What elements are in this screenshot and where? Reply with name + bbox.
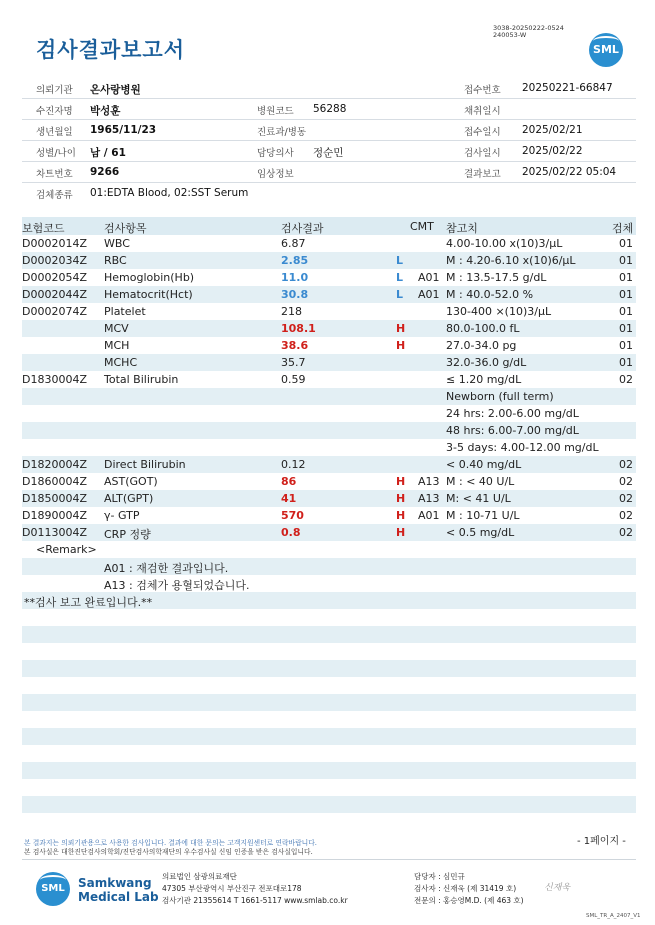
- info-row-specimen: [22, 183, 636, 204]
- cell-ref: 24 hrs: 2.00-6.00 mg/dL: [446, 407, 579, 420]
- blank-row: [22, 694, 636, 711]
- table-row: [22, 507, 636, 524]
- results-table-body: [22, 235, 636, 541]
- report-title: 검사결과보고서: [36, 38, 186, 62]
- cell-flag: H: [396, 475, 406, 488]
- cell-code: D1820004Z: [22, 458, 87, 471]
- patient-info: [22, 78, 636, 204]
- cell-ref: < 0.5 mg/dL: [446, 526, 515, 539]
- cell-result: 218: [281, 305, 302, 318]
- institution-value: 온사랑병원: [90, 84, 141, 96]
- blank-row: [22, 711, 636, 728]
- cell-code: D0002044Z: [22, 288, 87, 301]
- signature: 신재욱: [544, 883, 571, 893]
- cell-specimen: 01: [619, 356, 633, 369]
- cell-ref: M : 10-71 U/L: [446, 509, 520, 522]
- blank-row: [22, 626, 636, 643]
- header-ref: 참고치: [446, 222, 478, 235]
- cell-flag: L: [396, 271, 404, 284]
- table-row: [22, 490, 636, 507]
- table-row: [22, 371, 636, 388]
- birth-label: 생년월일: [36, 127, 73, 138]
- cell-name: Hematocrit(Hct): [104, 288, 193, 301]
- table-row: [22, 388, 636, 405]
- cell-flag: L: [396, 288, 404, 301]
- cell-cmt: A01: [418, 288, 440, 301]
- cell-specimen: 01: [619, 288, 633, 301]
- info-row-patient: [22, 99, 636, 120]
- table-row: [22, 456, 636, 473]
- sml-logo: [589, 33, 623, 67]
- footer-sml-logo: [36, 872, 70, 906]
- report-value: 2025/02/22 05:04: [522, 166, 617, 178]
- address-line1: 의료법인 삼광의료재단: [162, 872, 237, 881]
- cell-specimen: 01: [619, 254, 633, 267]
- address-line3: 검사기관 21355614 T 1661-5117 www.smlab.co.kr: [162, 896, 348, 905]
- info-row-birth: [22, 120, 636, 141]
- blank-rows: [22, 609, 636, 830]
- cell-ref: M : 40.0-52.0 %: [446, 288, 534, 301]
- cell-specimen: 02: [619, 475, 633, 488]
- cell-result: 2.85: [281, 254, 309, 267]
- cell-cmt: A01: [418, 271, 440, 284]
- remark-a01-row: [22, 558, 636, 575]
- cell-result: 11.0: [281, 271, 309, 284]
- info-row-institution: [22, 78, 636, 99]
- cell-ref: 3-5 days: 4.00-12.00 mg/dL: [446, 441, 599, 454]
- table-row: [22, 286, 636, 303]
- table-row: [22, 422, 636, 439]
- cell-result: 86: [281, 475, 297, 488]
- cell-result: 0.12: [281, 458, 306, 471]
- cell-ref: < 0.40 mg/dL: [446, 458, 522, 471]
- cell-code: D1890004Z: [22, 509, 87, 522]
- blank-row: [22, 745, 636, 762]
- cell-result: 6.87: [281, 237, 306, 250]
- remark-a13: A13 : 검체가 용혈되었습니다.: [104, 579, 250, 592]
- cell-specimen: 02: [619, 492, 633, 505]
- header-cmt: CMT: [410, 220, 434, 233]
- table-row: [22, 337, 636, 354]
- cell-flag: H: [396, 492, 406, 505]
- test-date-value: 2025/02/22: [522, 145, 583, 157]
- table-row: [22, 473, 636, 490]
- cell-ref: ≤ 1.20 mg/dL: [446, 373, 522, 386]
- doctor-label: 담당의사: [257, 148, 294, 159]
- institution-label: 의뢰기관: [36, 85, 73, 96]
- cell-flag: H: [396, 509, 406, 522]
- cell-specimen: 02: [619, 373, 633, 386]
- test-date-label: 검사일시: [464, 148, 501, 159]
- header-name: 검사항목: [104, 222, 147, 235]
- cell-code: D1850004Z: [22, 492, 87, 505]
- logo-arc-icon: [593, 36, 619, 46]
- company-name: [78, 876, 159, 904]
- specimen-value: 01:EDTA Blood, 02:SST Serum: [90, 187, 249, 199]
- cell-ref: Newborn (full term): [446, 390, 554, 403]
- cell-code: D1830004Z: [22, 373, 87, 386]
- cell-specimen: 02: [619, 509, 633, 522]
- footer-logo-arc-icon: [40, 875, 66, 885]
- cell-flag: L: [396, 254, 404, 267]
- specimen-label: 검체종류: [36, 190, 73, 201]
- notice-line2: 본 검사실은 대한진단검사의학회/진단검사의학재단의 우수검사실 신임 인증을 받은 검사실입니다.: [24, 848, 313, 856]
- staff-info: [414, 871, 524, 907]
- patient-label: 수진자명: [36, 106, 73, 117]
- cell-result: 30.8: [281, 288, 309, 301]
- cell-result: 0.59: [281, 373, 306, 386]
- cell-code: D0002014Z: [22, 237, 87, 250]
- cell-ref: M : 4.20-6.10 x(10)6/μL: [446, 254, 576, 267]
- cell-name: Direct Bilirubin: [104, 458, 186, 471]
- receipt-date-value: 2025/02/21: [522, 124, 583, 136]
- cell-ref: 32.0-36.0 g/dL: [446, 356, 527, 369]
- table-row: [22, 252, 636, 269]
- remark-a13-row: [22, 575, 636, 592]
- clinical-label: 임상정보: [257, 169, 294, 180]
- blank-row: [22, 677, 636, 694]
- cell-name: Hemoglobin(Hb): [104, 271, 195, 284]
- cell-ref: 80.0-100.0 fL: [446, 322, 520, 335]
- results-table: [22, 217, 636, 830]
- cell-name: Total Bilirubin: [104, 373, 179, 386]
- staff-line3: 전문의 : 홍승영M.D. (제 463 호): [414, 896, 524, 905]
- footer-notice: [24, 839, 317, 857]
- birth-value: 1965/11/23: [90, 124, 157, 136]
- cell-specimen: 02: [619, 458, 633, 471]
- cell-name: WBC: [104, 237, 130, 250]
- table-row: [22, 269, 636, 286]
- footer-logo-text: SML: [41, 883, 65, 894]
- cell-result: 108.1: [281, 322, 316, 335]
- blank-row: [22, 796, 636, 813]
- cell-result: 41: [281, 492, 297, 505]
- cell-code: D0002054Z: [22, 271, 87, 284]
- table-row: [22, 235, 636, 252]
- blank-row: [22, 609, 636, 626]
- cell-cmt: A13: [418, 475, 440, 488]
- cell-cmt: A13: [418, 492, 440, 505]
- staff-line2: 검사자 : 신재욱 (제 31419 호): [414, 884, 517, 893]
- patient-value: 박성훈: [90, 105, 121, 117]
- cell-ref: M : < 40 U/L: [446, 475, 515, 488]
- receipt-no-value: 20250221-66847: [522, 82, 613, 94]
- cell-result: 570: [281, 509, 304, 522]
- remark-label-row: [22, 541, 636, 558]
- company-address: [162, 871, 348, 907]
- header-code: 보험코드: [22, 222, 65, 235]
- cell-specimen: 01: [619, 322, 633, 335]
- form-number: SML_TR_A_2407_V1: [586, 913, 641, 919]
- cell-name: AST(GOT): [104, 475, 158, 488]
- blank-row: [22, 660, 636, 677]
- cell-name: Platelet: [104, 305, 146, 318]
- cell-result: 35.7: [281, 356, 306, 369]
- doctor-value: 정순민: [313, 147, 344, 159]
- cell-specimen: 01: [619, 237, 633, 250]
- blank-row: [22, 779, 636, 796]
- table-row: [22, 524, 636, 541]
- cell-name: RBC: [104, 254, 127, 267]
- cell-ref: 130-400 ×(10)3/μL: [446, 305, 552, 318]
- cell-specimen: 02: [619, 526, 633, 539]
- cell-flag: H: [396, 322, 406, 335]
- company-name-line2: Medical Lab: [78, 890, 159, 904]
- cell-flag: H: [396, 526, 406, 539]
- table-row: [22, 303, 636, 320]
- cell-name: ALT(GPT): [104, 492, 154, 505]
- hospital-code-label: 병원코드: [257, 106, 294, 117]
- results-table-header: [22, 217, 636, 235]
- document-number-line1: 3038-20250222-0524: [493, 24, 564, 32]
- cell-name: MCHC: [104, 356, 138, 369]
- cell-name: γ- GTP: [104, 509, 140, 522]
- cell-code: D0113004Z: [22, 526, 87, 539]
- cell-ref: 4.00-10.00 x(10)3/μL: [446, 237, 563, 250]
- cell-ref: M: < 41 U/L: [446, 492, 511, 505]
- table-row: [22, 320, 636, 337]
- report-complete-row: [22, 592, 636, 609]
- hospital-code-value: 56288: [313, 103, 347, 115]
- blank-row: [22, 643, 636, 660]
- cell-specimen: 01: [619, 271, 633, 284]
- cell-code: D0002034Z: [22, 254, 87, 267]
- cell-code: D0002074Z: [22, 305, 87, 318]
- cell-code: D1860004Z: [22, 475, 87, 488]
- dept-label: 진료과/병동: [257, 127, 307, 138]
- collect-date-label: 채취일시: [464, 106, 501, 117]
- remark-a01: A01 : 재검한 결과입니다.: [104, 562, 229, 575]
- sex-age-label: 성별/나이: [36, 148, 76, 159]
- blank-row: [22, 728, 636, 745]
- footer-divider: [22, 859, 636, 860]
- page-number: - 1페이지 -: [577, 836, 626, 847]
- remark-label: <Remark>: [36, 543, 97, 556]
- cell-specimen: 01: [619, 305, 633, 318]
- header-specimen: 검체: [612, 222, 634, 235]
- cell-ref: M : 13.5-17.5 g/dL: [446, 271, 547, 284]
- table-row: [22, 439, 636, 456]
- cell-ref: 48 hrs: 6.00-7.00 mg/dL: [446, 424, 579, 437]
- cell-result: 38.6: [281, 339, 309, 352]
- report-label: 결과보고: [464, 169, 501, 180]
- cell-cmt: A01: [418, 509, 440, 522]
- cell-flag: H: [396, 339, 406, 352]
- document-number-line2: 240053-W: [493, 31, 527, 39]
- receipt-date-label: 접수일시: [464, 127, 501, 138]
- address-line2: 47305 부산광역시 부산진구 전포대로178: [162, 884, 302, 893]
- blank-row: [22, 813, 636, 830]
- info-row-chart: [22, 162, 636, 183]
- receipt-no-label: 접수번호: [464, 85, 501, 96]
- sex-age-value: 남 / 61: [90, 147, 126, 159]
- report-complete-text: **검사 보고 완료입니다.**: [24, 596, 153, 609]
- cell-name: CRP 정량: [104, 528, 151, 541]
- header-result: 검사결과: [281, 222, 324, 235]
- notice-line1: 본 결과지는 의뢰기관용으로 사용한 검사입니다. 결과에 대한 문의는 고객지원센터로 연락바랍니다.: [24, 839, 317, 847]
- staff-line1: 담당자 : 심민규: [414, 872, 465, 881]
- chart-label: 차트번호: [36, 169, 73, 180]
- logo-text: SML: [593, 43, 619, 56]
- cell-result: 0.8: [281, 526, 301, 539]
- company-name-line1: Samkwang: [78, 876, 152, 890]
- info-row-sex-age: [22, 141, 636, 162]
- table-row: [22, 354, 636, 371]
- table-row: [22, 405, 636, 422]
- chart-value: 9266: [90, 166, 120, 178]
- cell-ref: 27.0-34.0 pg: [446, 339, 517, 352]
- cell-name: MCH: [104, 339, 130, 352]
- cell-specimen: 01: [619, 339, 633, 352]
- cell-name: MCV: [104, 322, 129, 335]
- document-number: [493, 25, 564, 39]
- blank-row: [22, 762, 636, 779]
